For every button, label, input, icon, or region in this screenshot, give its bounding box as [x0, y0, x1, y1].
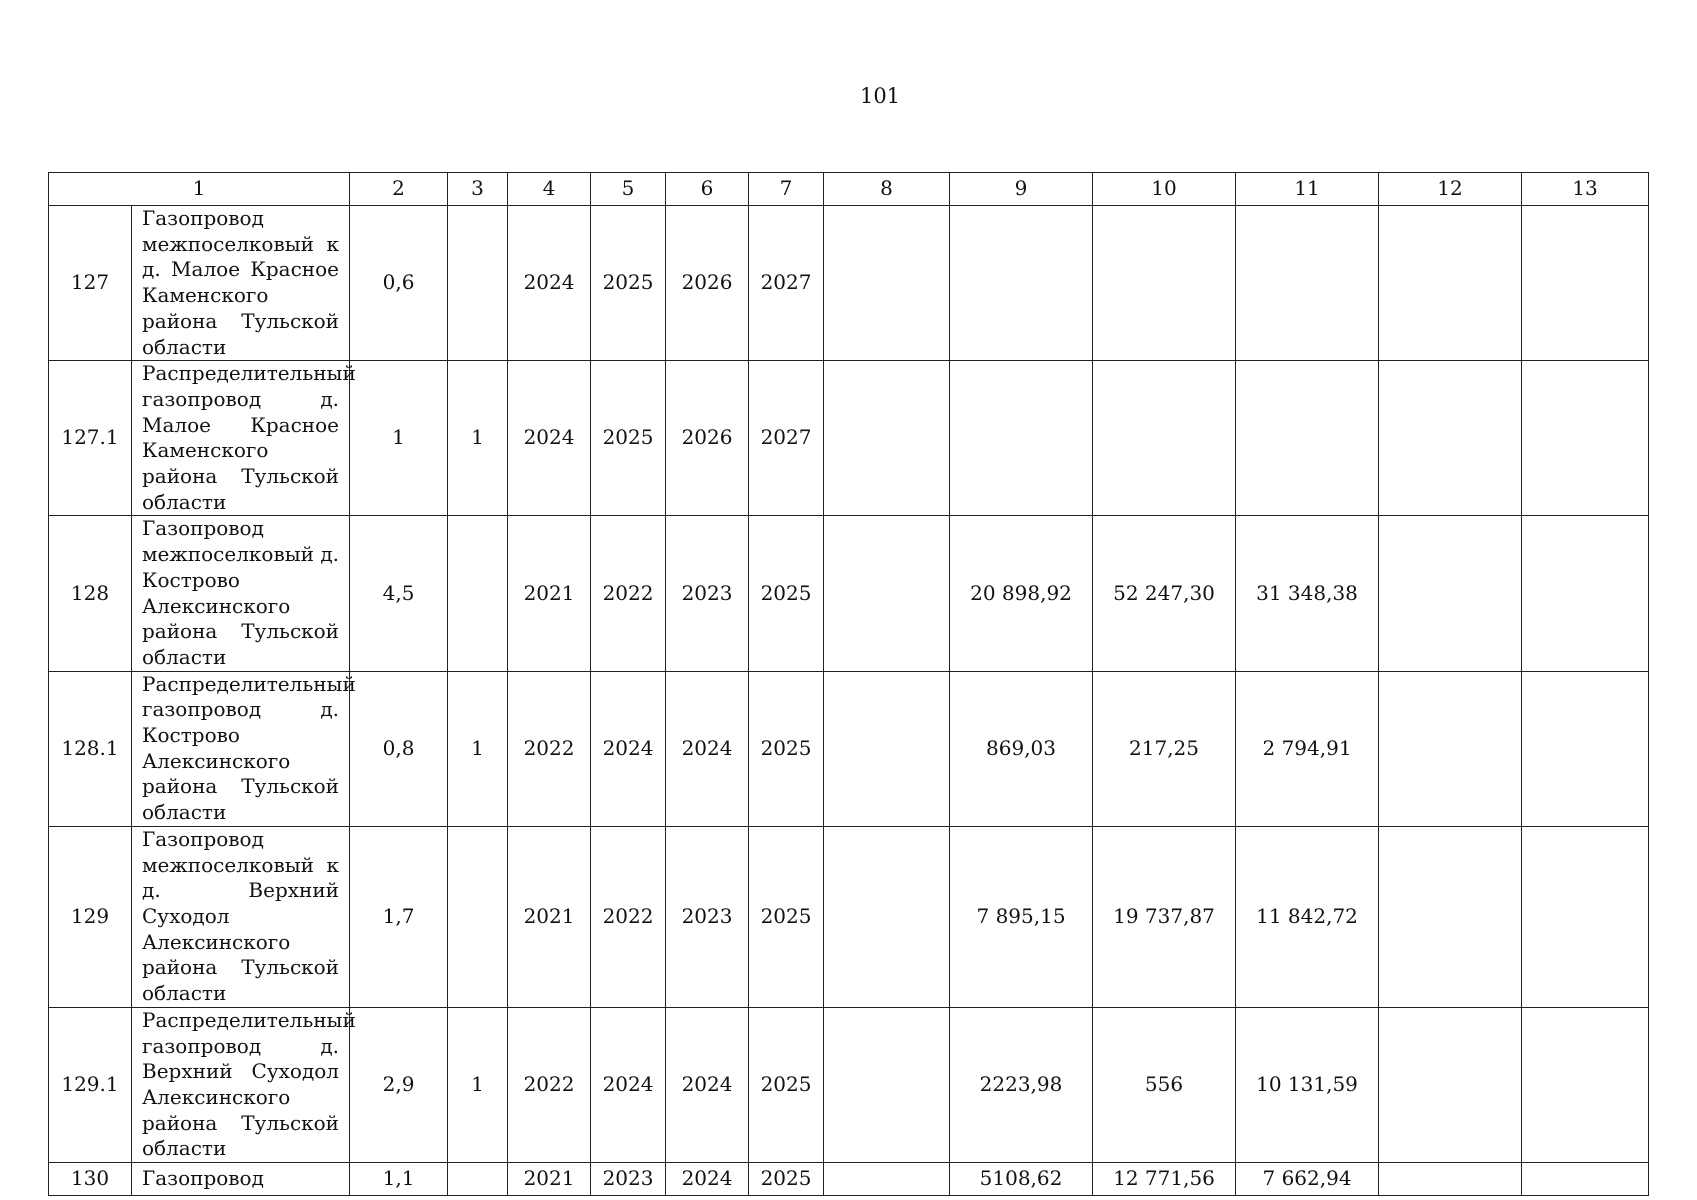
cell: 2,9 — [350, 1007, 448, 1162]
header-cell: 8 — [824, 173, 950, 206]
object-name — [132, 826, 350, 1007]
cell — [1522, 826, 1649, 1007]
cell: 0,6 — [350, 206, 448, 361]
cell: 2021 — [508, 826, 591, 1007]
cell: 2023 — [591, 1163, 666, 1196]
cell: 2025 — [749, 1007, 824, 1162]
table-row — [49, 516, 1649, 671]
cell: 2022 — [591, 826, 666, 1007]
cell — [1379, 1163, 1522, 1196]
cell: 2024 — [508, 206, 591, 361]
cell — [1379, 826, 1522, 1007]
object-name — [132, 1163, 350, 1196]
cell — [1236, 206, 1379, 361]
object-name — [132, 516, 350, 671]
header-cell: 2 — [350, 173, 448, 206]
cell: 2021 — [508, 516, 591, 671]
cell: 2025 — [749, 671, 824, 826]
cell: 556 — [1093, 1007, 1236, 1162]
cell: 2024 — [591, 1007, 666, 1162]
cell: 2027 — [749, 206, 824, 361]
header-cell: 1 — [49, 173, 350, 206]
cell: 2025 — [749, 826, 824, 1007]
cell: 2023 — [666, 826, 749, 1007]
cell: 2024 — [591, 671, 666, 826]
table-row — [49, 206, 1649, 361]
object-name — [132, 1007, 356, 1162]
cell: 2027 — [749, 361, 824, 516]
cell — [1236, 361, 1379, 516]
cell: 7 895,15 — [950, 826, 1093, 1007]
cell: 10 131,59 — [1236, 1007, 1379, 1162]
cell: 2023 — [666, 516, 749, 671]
cell — [1522, 516, 1649, 671]
header-cell: 10 — [1093, 173, 1236, 206]
object-name-text: Газопровод — [142, 1166, 264, 1191]
row-number: 129.1 — [49, 1007, 132, 1162]
cell: 217,25 — [1093, 671, 1236, 826]
table-row — [49, 361, 1649, 516]
cell: 0,8 — [350, 671, 448, 826]
object-name-text: Распределительный газопровод д. Верхний Суходол Алексинского района Тульской области — [142, 1007, 356, 1161]
row-number: 129 — [49, 826, 132, 1007]
cell — [950, 206, 1093, 361]
table-row — [49, 671, 1649, 826]
cell — [1379, 1007, 1522, 1162]
header-cell: 7 — [749, 173, 824, 206]
cell — [824, 1007, 950, 1162]
row-number: 127 — [49, 206, 132, 361]
row-number: 127.1 — [49, 361, 132, 516]
cell: 31 348,38 — [1236, 516, 1379, 671]
cell — [448, 826, 508, 1007]
row-number: 128 — [49, 516, 132, 671]
cell: 2022 — [508, 1007, 591, 1162]
cell: 869,03 — [950, 671, 1093, 826]
cell — [824, 361, 950, 516]
cell: 2223,98 — [950, 1007, 1093, 1162]
cell: 2026 — [666, 361, 749, 516]
cell — [1522, 1007, 1649, 1162]
cell: 2024 — [666, 1163, 749, 1196]
cell: 2025 — [749, 516, 824, 671]
cell — [824, 516, 950, 671]
cell — [824, 826, 950, 1007]
cell: 2024 — [508, 361, 591, 516]
page-number: 101 — [859, 84, 901, 108]
cell: 7 662,94 — [1236, 1163, 1379, 1196]
cell: 12 771,56 — [1093, 1163, 1236, 1196]
cell — [1522, 361, 1649, 516]
cell: 2 794,91 — [1236, 671, 1379, 826]
header-cell: 13 — [1522, 173, 1649, 206]
cell: 2025 — [591, 206, 666, 361]
cell: 1 — [448, 361, 508, 516]
object-name-text: Газопровод межпоселковый к д. Малое Красное Каменского района Тульской области — [142, 206, 340, 359]
cell: 2021 — [508, 1163, 591, 1196]
cell — [1522, 1163, 1649, 1196]
cell — [1093, 206, 1236, 361]
cell: 2025 — [591, 361, 666, 516]
cell — [1522, 671, 1649, 826]
object-name — [132, 671, 356, 826]
object-name-text: Распределительный газопровод д. Малое Красное Каменского района Тульской области — [142, 361, 356, 514]
cell — [448, 206, 508, 361]
row-number: 128.1 — [49, 671, 132, 826]
cell: 11 842,72 — [1236, 826, 1379, 1007]
object-name-text: Распределительный газопровод д. Кострово Алексинского района Тульской области — [142, 671, 356, 825]
table-row — [49, 826, 1649, 1007]
cell: 1 — [448, 1007, 508, 1162]
cell: 52 247,30 — [1093, 516, 1236, 671]
cell: 2022 — [591, 516, 666, 671]
cell — [1379, 206, 1522, 361]
cell — [1522, 206, 1649, 361]
cell: 20 898,92 — [950, 516, 1093, 671]
header-cell: 11 — [1236, 173, 1379, 206]
cell — [824, 206, 950, 361]
table-row — [49, 1163, 1649, 1196]
gas-pipeline-table — [48, 172, 1649, 1196]
cell — [824, 1163, 950, 1196]
cell: 1,1 — [350, 1163, 448, 1196]
cell — [1093, 361, 1236, 516]
cell — [824, 671, 950, 826]
cell: 4,5 — [350, 516, 448, 671]
cell: 2024 — [666, 671, 749, 826]
cell: 5108,62 — [950, 1163, 1093, 1196]
table-row — [49, 1007, 1649, 1162]
header-cell: 9 — [950, 173, 1093, 206]
cell: 2026 — [666, 206, 749, 361]
cell — [448, 1163, 508, 1196]
cell: 2024 — [666, 1007, 749, 1162]
cell — [1379, 516, 1522, 671]
row-number: 130 — [49, 1163, 132, 1196]
header-row — [49, 173, 1649, 206]
cell — [448, 516, 508, 671]
header-cell: 4 — [508, 173, 591, 206]
object-name-text: Газопровод межпоселковый д. Кострово Алексинского района Тульской области — [142, 516, 340, 669]
object-name — [132, 361, 356, 516]
cell: 2022 — [508, 671, 591, 826]
object-name-text: Газопровод межпоселковый к д. Верхний Суходол Алексинского района Тульской области — [142, 826, 340, 1006]
cell — [950, 361, 1093, 516]
cell: 1 — [350, 361, 448, 516]
cell: 19 737,87 — [1093, 826, 1236, 1007]
header-cell: 5 — [591, 173, 666, 206]
cell: 1 — [448, 671, 508, 826]
cell: 2025 — [749, 1163, 824, 1196]
header-cell: 3 — [448, 173, 508, 206]
cell — [1379, 671, 1522, 826]
cell: 1,7 — [350, 826, 448, 1007]
header-cell: 12 — [1379, 173, 1522, 206]
cell — [1379, 361, 1522, 516]
header-cell: 6 — [666, 173, 749, 206]
object-name — [132, 206, 350, 361]
